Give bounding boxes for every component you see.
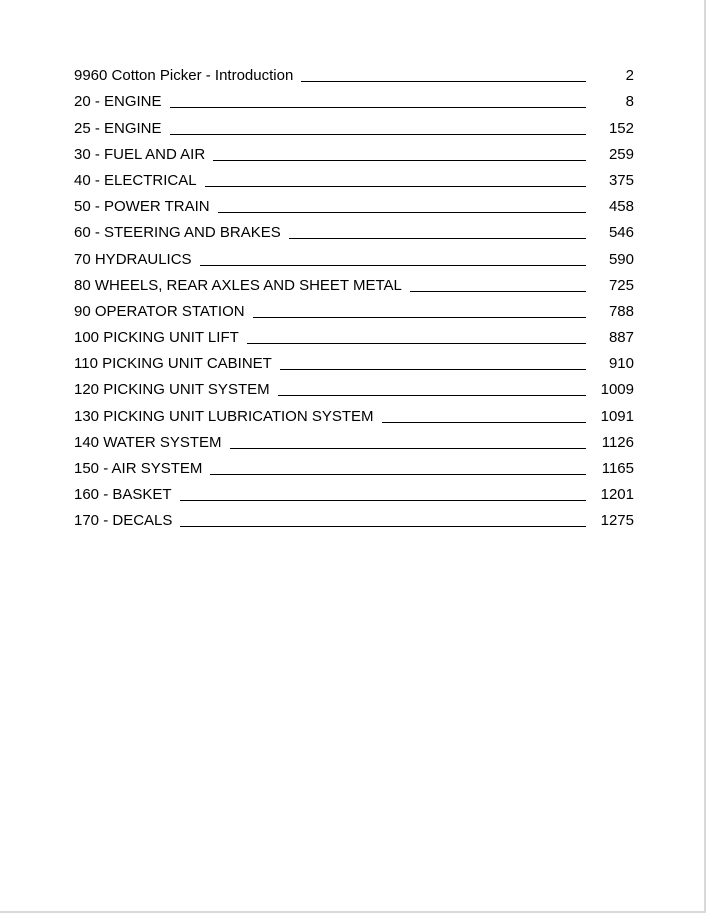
toc-entry-page: 152	[608, 119, 634, 137]
toc-leader-line	[230, 447, 586, 449]
toc-leader-line	[289, 237, 586, 239]
toc-entry-title: 50 - POWER TRAIN	[74, 198, 210, 216]
toc-entry[interactable]	[74, 216, 634, 242]
toc-leader-line	[280, 368, 586, 370]
toc-entry-page: 725	[608, 276, 634, 294]
toc-entry-page: 910	[608, 355, 634, 373]
toc-entry-title: 170 - DECALS	[74, 512, 173, 530]
toc-leader-line	[410, 290, 586, 292]
toc-leader-line	[205, 185, 586, 187]
toc-entry[interactable]	[74, 452, 634, 478]
toc-entry-page: 2	[625, 67, 634, 85]
toc-leader-line	[247, 342, 586, 344]
toc-entry-page: 546	[608, 224, 634, 242]
toc-entry[interactable]	[74, 190, 634, 216]
toc-entry[interactable]	[74, 478, 634, 504]
toc-leader-line	[180, 525, 586, 527]
toc-entry-title: 100 PICKING UNIT LIFT	[74, 329, 239, 347]
toc-entry[interactable]	[74, 59, 634, 85]
toc-entry-title: 130 PICKING UNIT LUBRICATION SYSTEM	[74, 407, 374, 425]
table-of-contents	[74, 59, 634, 530]
toc-entry[interactable]	[74, 295, 634, 321]
toc-leader-line	[200, 264, 586, 266]
toc-leader-line	[301, 80, 586, 82]
toc-leader-line	[278, 394, 586, 396]
toc-entry-page: 1201	[600, 486, 634, 504]
toc-entry-page: 1275	[600, 512, 634, 530]
toc-entry[interactable]	[74, 373, 634, 399]
toc-leader-line	[170, 106, 586, 108]
toc-entry-title: 140 WATER SYSTEM	[74, 433, 222, 451]
toc-entry[interactable]	[74, 164, 634, 190]
toc-entry[interactable]	[74, 321, 634, 347]
toc-entry-title: 25 - ENGINE	[74, 119, 162, 137]
toc-leader-line	[170, 133, 586, 135]
toc-entry-page: 1126	[601, 433, 634, 451]
toc-entry[interactable]	[74, 269, 634, 295]
toc-leader-line	[382, 421, 586, 423]
toc-entry[interactable]	[74, 242, 634, 268]
toc-entry-page: 590	[608, 250, 634, 268]
toc-entry-title: 160 - BASKET	[74, 486, 172, 504]
toc-entry-page: 375	[608, 171, 634, 189]
toc-leader-line	[210, 473, 586, 475]
toc-entry-page: 1009	[600, 381, 634, 399]
toc-entry-title: 20 - ENGINE	[74, 93, 162, 111]
toc-entry[interactable]	[74, 426, 634, 452]
toc-entry-page: 458	[608, 198, 634, 216]
toc-entry-title: 150 - AIR SYSTEM	[74, 460, 203, 477]
toc-entry-title: 40 - ELECTRICAL	[74, 171, 197, 189]
toc-entry-title: 90 OPERATOR STATION	[74, 302, 245, 320]
toc-leader-line	[253, 316, 586, 318]
toc-leader-line	[218, 211, 586, 213]
toc-entry[interactable]	[74, 347, 634, 373]
toc-entry-title: 9960 Cotton Picker - Introduction	[74, 67, 294, 85]
toc-entry-title: 30 - FUEL AND AIR	[74, 145, 206, 163]
toc-entry-title: 60 - STEERING AND BRAKES	[74, 224, 281, 242]
toc-leader-line	[180, 499, 586, 501]
toc-entry-page: 259	[608, 145, 634, 163]
toc-entry[interactable]	[74, 111, 634, 137]
toc-entry-page: 887	[608, 329, 634, 347]
toc-entry[interactable]	[74, 85, 634, 111]
toc-entry-title: 70 HYDRAULICS	[74, 250, 192, 268]
toc-entry-page: 788	[608, 302, 634, 320]
toc-entry[interactable]	[74, 504, 634, 530]
toc-entry-page: 8	[625, 93, 634, 111]
toc-entry[interactable]	[74, 399, 634, 425]
toc-entry-page: 1165	[601, 460, 634, 477]
toc-entry-title: 120 PICKING UNIT SYSTEM	[74, 381, 270, 399]
toc-entry-title: 110 PICKING UNIT CABINET	[74, 355, 272, 373]
toc-leader-line	[213, 159, 586, 161]
toc-entry-page: 1091	[600, 407, 634, 425]
toc-entry-title: 80 WHEELS, REAR AXLES AND SHEET METAL	[74, 276, 402, 294]
toc-entry[interactable]	[74, 138, 634, 164]
